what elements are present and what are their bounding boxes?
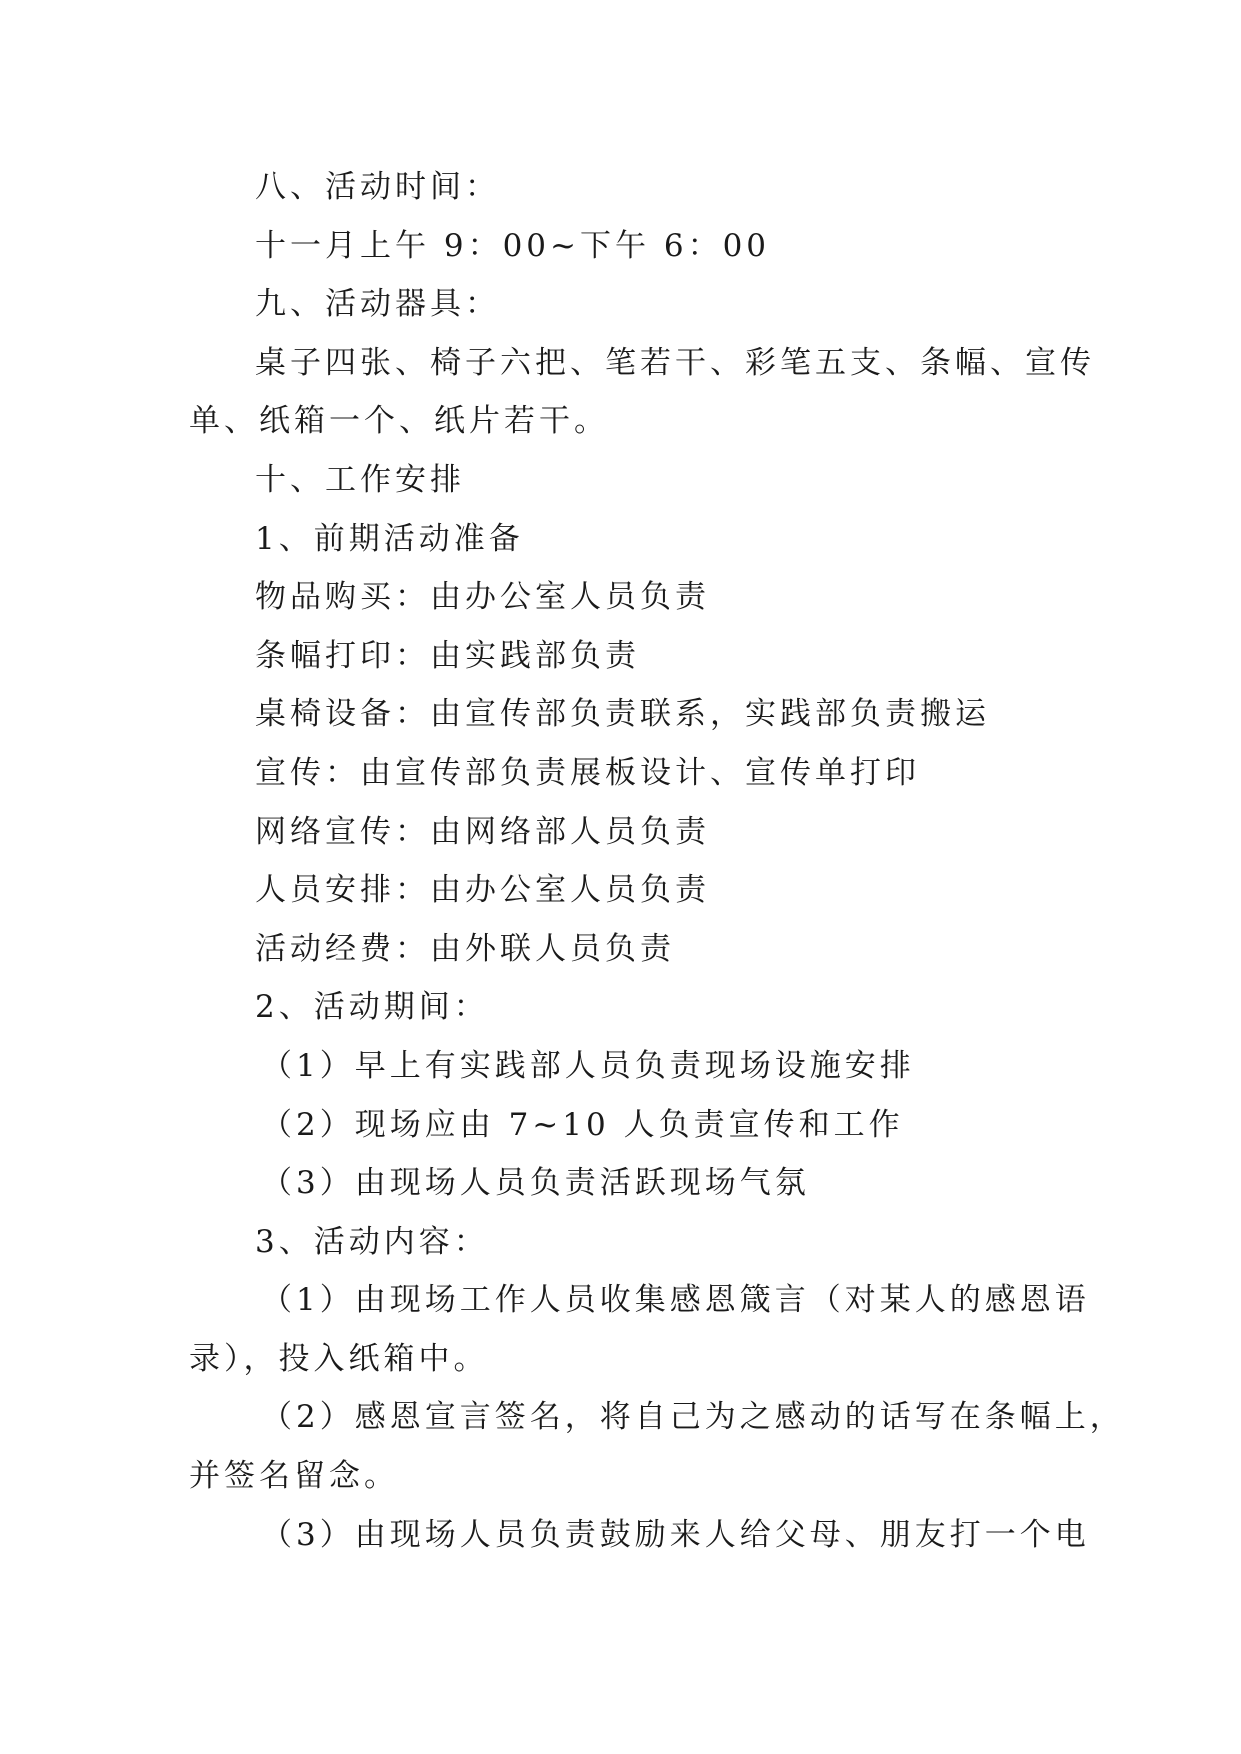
document-body <box>189 158 1125 1564</box>
paragraph-line: （3）由现场人员负责活跃现场气氛 <box>261 1165 810 1202</box>
paragraph-line: 十一月上午 9：00~下午 6：00 <box>255 227 771 264</box>
paragraph-line: 宣传：由宣传部负责展板设计、宣传单打印 <box>255 754 920 791</box>
paragraph-line: （2）感恩宣言签名，将自己为之感动的话写在条幅上， <box>261 1399 1125 1436</box>
paragraph-continuation-line: 录），投入纸箱中。 <box>189 1340 489 1377</box>
paragraph-line: 九、活动器具： <box>255 286 500 323</box>
paragraph-line: 人员安排：由办公室人员负责 <box>255 872 710 909</box>
paragraph-line: 3、活动内容： <box>255 1223 489 1260</box>
paragraph-line: （2）现场应由 7~10 人负责宣传和工作 <box>261 1106 904 1143</box>
paragraph-line: （3）由现场人员负责鼓励来人给父母、朋友打一个电 <box>261 1516 1090 1553</box>
paragraph-line: 十、工作安排 <box>255 461 465 498</box>
paragraph-line: （1）由现场工作人员收集感恩箴言（对某人的感恩语 <box>261 1282 1090 1319</box>
paragraph-continuation-line: 单、纸箱一个、纸片若干。 <box>189 403 609 440</box>
paragraph-line: 八、活动时间： <box>255 169 500 205</box>
paragraph-line: 2、活动期间： <box>255 989 489 1026</box>
paragraph-line: 1、前期活动准备 <box>255 520 524 557</box>
paragraph-line: 桌椅设备：由宣传部负责联系，实践部负责搬运 <box>255 696 990 733</box>
paragraph-line: 桌子四张、椅子六把、笔若干、彩笔五支、条幅、宣传 <box>255 344 1095 381</box>
paragraph-line: 条幅打印：由实践部负责 <box>255 637 640 674</box>
paragraph-line: 活动经费：由外联人员负责 <box>255 930 675 967</box>
paragraph-line: 网络宣传：由网络部人员负责 <box>255 813 710 850</box>
paragraph-line: 物品购买：由办公室人员负责 <box>255 579 710 616</box>
paragraph-continuation-line: 并签名留念。 <box>189 1458 399 1495</box>
paragraph-line: （1）早上有实践部人员负责现场设施安排 <box>261 1047 915 1084</box>
